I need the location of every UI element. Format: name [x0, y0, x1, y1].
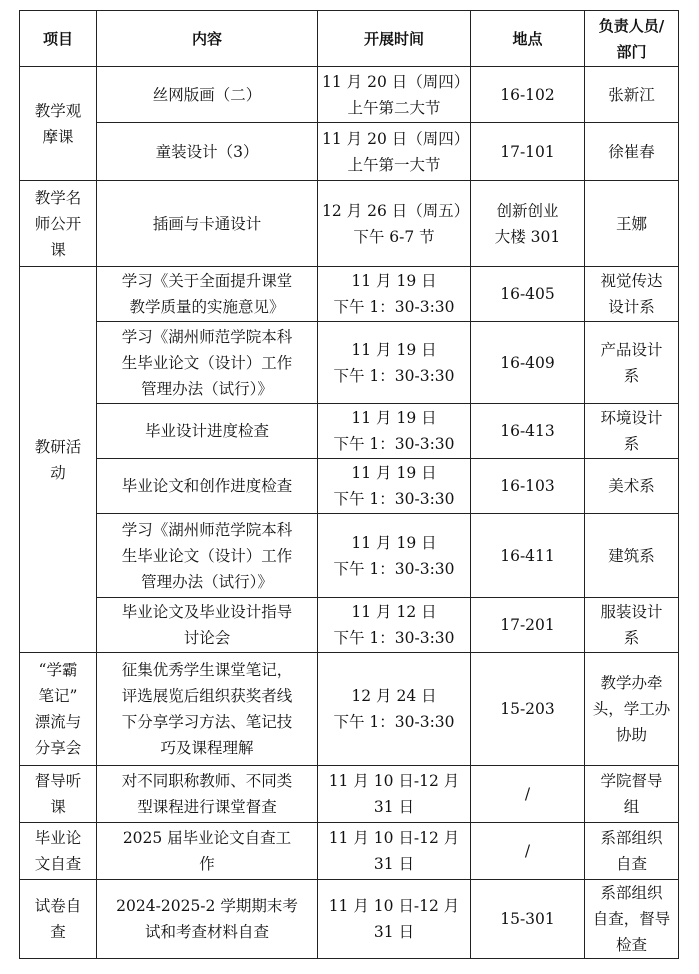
time-cell-line: 11 月 19 日 [351, 533, 437, 552]
time-cell-line: 12 月 26 日（周五） [322, 201, 470, 220]
place-cell [471, 598, 585, 653]
header-time: 开展时间 [318, 11, 471, 67]
place-cell-line: 16-413 [500, 422, 555, 440]
header-place: 地点 [471, 11, 585, 67]
time-cell-line: 31 日 [373, 798, 415, 816]
content-cell-line: 教学质量的实施意见》 [129, 298, 285, 316]
project-cell-line: 漂流与 [34, 713, 82, 731]
place-cell-line: 16-411 [500, 546, 555, 565]
owner-cell-line: 系 [623, 435, 640, 453]
time-cell-line: 12 月 24 日 [351, 687, 437, 705]
content-cell-line: 学习《关于全面提升课堂 [121, 272, 293, 290]
table-row [20, 181, 679, 267]
project-cell-line: 课 [50, 240, 66, 259]
table-row [20, 514, 679, 598]
project-cell [20, 653, 97, 766]
content-cell-line: 丝网版画（二） [152, 85, 262, 104]
project-cell [20, 823, 97, 880]
time-cell [318, 404, 471, 459]
place-cell-line: 16-103 [500, 477, 555, 495]
content-cell-line: 插画与卡通设计 [152, 214, 262, 233]
time-cell-line: 31 日 [373, 855, 415, 873]
project-cell-line: 笔记” [38, 687, 78, 705]
content-cell-line: 征集优秀学生课堂笔记， [121, 661, 293, 679]
table-row [20, 598, 679, 653]
owner-cell-line: 王娜 [615, 214, 647, 233]
table-row [20, 653, 679, 766]
owner-cell-line: 教学办牵 [600, 674, 663, 692]
content-cell-line: 对不同职称教师、不同类 [121, 772, 293, 790]
content-cell-line: 下分享学习方法、笔记技 [121, 713, 293, 731]
table-row [20, 67, 679, 123]
owner-cell-line: 协助 [615, 726, 647, 744]
place-cell [471, 459, 585, 514]
content-cell-line: 巧及课程理解 [160, 739, 254, 757]
place-cell [471, 181, 585, 267]
owner-cell [585, 181, 679, 267]
content-cell [97, 823, 318, 880]
content-cell-line: 评选展览后组织获奖者线 [121, 687, 293, 705]
project-cell [20, 766, 97, 823]
content-cell-line: 管理办法（试行）》 [141, 572, 273, 591]
time-cell-line: 下午 1：30-3:30 [333, 366, 455, 385]
owner-cell [585, 598, 679, 653]
owner-cell [585, 823, 679, 880]
time-cell-line: 11 月 19 日 [351, 340, 437, 359]
owner-cell [585, 123, 679, 181]
place-cell [471, 267, 585, 322]
project-cell-line: 师公开 [34, 214, 82, 233]
schedule-table [19, 10, 679, 959]
content-cell-line: 讨论会 [183, 629, 231, 647]
place-cell [471, 67, 585, 123]
place-cell [471, 653, 585, 766]
time-cell [318, 67, 471, 123]
owner-cell-line: 徐崔春 [608, 142, 655, 161]
content-cell-line: 2024-2025-2 学期期末考 [116, 897, 298, 915]
owner-cell-line: 组 [623, 798, 640, 816]
owner-cell-line: 产品设计 [600, 340, 663, 359]
owner-cell-line: 系 [623, 366, 640, 385]
time-cell-line: 11 月 10 日-12 月 [328, 772, 460, 790]
owner-cell [585, 653, 679, 766]
table-row [20, 123, 679, 181]
place-cell [471, 123, 585, 181]
header-row [20, 11, 679, 67]
owner-cell-line: 美术系 [608, 477, 655, 495]
project-cell [20, 181, 97, 267]
owner-cell-line: 头，学工办 [592, 700, 671, 718]
owner-cell [585, 404, 679, 459]
time-cell-line: 31 日 [373, 923, 415, 941]
time-cell-line: 11 月 12 日 [351, 603, 437, 621]
place-cell-line: 15-301 [500, 910, 555, 928]
place-cell-line: 17-101 [500, 142, 555, 161]
content-cell-line: 学习《湖州师范学院本科 [121, 327, 293, 346]
owner-cell-line: 系部组织 [600, 829, 663, 847]
project-cell [20, 880, 97, 959]
owner-cell-line: 学院督导 [600, 772, 663, 790]
owner-cell-line: 设计系 [608, 298, 655, 316]
place-cell-line: 16-102 [500, 85, 555, 104]
project-cell-line: 教学名 [34, 188, 82, 207]
owner-cell [585, 459, 679, 514]
content-cell [97, 459, 318, 514]
table-row [20, 322, 679, 404]
project-cell-line: 动 [50, 463, 66, 482]
project-cell-line: 分享会 [34, 739, 82, 757]
content-cell [97, 322, 318, 404]
owner-cell-line: 张新江 [608, 85, 655, 104]
time-cell-line: 11 月 20 日（周四） [322, 72, 470, 91]
content-cell-line: 生毕业论文（设计）工作 [121, 546, 293, 565]
time-cell-line: 下午 6-7 节 [353, 227, 435, 246]
owner-cell [585, 322, 679, 404]
table-row [20, 823, 679, 880]
owner-cell [585, 514, 679, 598]
place-cell [471, 880, 585, 959]
content-cell [97, 514, 318, 598]
place-cell-line: 17-201 [500, 616, 555, 634]
time-cell [318, 766, 471, 823]
time-cell [318, 459, 471, 514]
project-cell-line: “学霸 [38, 661, 78, 679]
time-cell [318, 322, 471, 404]
time-cell-line: 11 月 19 日 [351, 272, 437, 290]
table-row [20, 267, 679, 322]
owner-cell-line: 自查，督导 [592, 910, 671, 928]
time-cell [318, 823, 471, 880]
header-project: 项目 [20, 11, 97, 67]
owner-cell-line: 系部组织 [600, 884, 663, 902]
content-cell-line: 毕业论文和创作进度检查 [121, 477, 293, 495]
place-cell-line: / [524, 842, 531, 860]
content-cell [97, 653, 318, 766]
header-owner-line1: 负责人员/ [598, 16, 665, 35]
content-cell-line: 管理办法（试行）》 [141, 379, 273, 398]
header-content: 内容 [97, 11, 318, 67]
owner-cell-line: 检查 [615, 936, 647, 954]
time-cell-line: 下午 1：30-3:30 [333, 298, 455, 316]
owner-cell [585, 766, 679, 823]
table-row [20, 404, 679, 459]
time-cell [318, 653, 471, 766]
time-cell [318, 880, 471, 959]
project-cell-line: 试卷自 [34, 897, 82, 915]
owner-cell-line: 环境设计 [600, 409, 663, 427]
place-cell-line: 大楼 301 [494, 227, 561, 246]
content-cell [97, 598, 318, 653]
content-cell-line: 作 [199, 855, 215, 873]
content-cell [97, 181, 318, 267]
content-cell [97, 123, 318, 181]
time-cell-line: 11 月 19 日 [351, 464, 437, 482]
project-cell-line: 文自查 [34, 855, 82, 873]
time-cell-line: 下午 1：30-3:30 [333, 713, 455, 731]
table-body [20, 67, 679, 959]
time-cell-line: 下午 1：30-3:30 [333, 490, 455, 508]
time-cell [318, 267, 471, 322]
project-cell-line: 督导听 [34, 772, 82, 790]
time-cell-line: 上午第一大节 [347, 155, 441, 174]
content-cell-line: 毕业设计进度检查 [144, 422, 269, 440]
place-cell [471, 404, 585, 459]
content-cell-line: 毕业论文及毕业设计指导 [121, 603, 293, 621]
content-cell [97, 267, 318, 322]
header-owner-line2: 部门 [616, 42, 647, 61]
content-cell [97, 404, 318, 459]
place-cell-line: 16-405 [500, 285, 555, 303]
project-cell-line: 查 [50, 923, 66, 941]
time-cell-line: 下午 1：30-3:30 [333, 559, 455, 578]
owner-cell-line: 建筑系 [608, 546, 655, 565]
header-owner [585, 11, 679, 67]
content-cell-line: 学习《湖州师范学院本科 [121, 520, 293, 539]
time-cell [318, 123, 471, 181]
table-row [20, 880, 679, 959]
project-cell-line: 摩课 [42, 127, 74, 146]
place-cell [471, 766, 585, 823]
owner-cell [585, 267, 679, 322]
content-cell [97, 67, 318, 123]
time-cell [318, 514, 471, 598]
content-cell [97, 766, 318, 823]
project-cell-line: 课 [50, 798, 66, 816]
owner-cell [585, 880, 679, 959]
project-cell-line: 教研活 [34, 437, 82, 456]
time-cell-line: 11 月 19 日 [351, 409, 437, 427]
time-cell-line: 下午 1：30-3:30 [333, 435, 455, 453]
content-cell [97, 880, 318, 959]
time-cell-line: 11 月 10 日-12 月 [328, 897, 460, 915]
time-cell-line: 11 月 10 日-12 月 [328, 829, 460, 847]
table-row [20, 459, 679, 514]
content-cell-line: 2025 届毕业论文自查工 [122, 829, 292, 847]
project-cell-line: 教学观 [34, 101, 82, 120]
owner-cell-line: 系 [623, 629, 640, 647]
project-cell [20, 267, 97, 653]
time-cell-line: 11 月 20 日（周四） [322, 129, 470, 148]
table-row [20, 766, 679, 823]
place-cell-line: / [524, 785, 531, 803]
place-cell-line: 创新创业 [496, 201, 559, 220]
content-cell-line: 生毕业论文（设计）工作 [121, 353, 293, 372]
owner-cell-line: 视觉传达 [600, 272, 663, 290]
project-cell-line: 毕业论 [34, 829, 82, 847]
project-cell [20, 67, 97, 181]
place-cell [471, 823, 585, 880]
content-cell-line: 试和考查材料自查 [144, 923, 269, 941]
owner-cell-line: 自查 [615, 855, 647, 873]
time-cell [318, 598, 471, 653]
content-cell-line: 型课程进行课堂督查 [137, 798, 277, 816]
owner-cell-line: 服装设计 [600, 603, 663, 621]
time-cell [318, 181, 471, 267]
place-cell [471, 514, 585, 598]
place-cell-line: 15-203 [500, 700, 555, 718]
place-cell-line: 16-409 [500, 353, 555, 372]
owner-cell [585, 67, 679, 123]
time-cell-line: 下午 1：30-3:30 [333, 629, 455, 647]
place-cell [471, 322, 585, 404]
time-cell-line: 上午第二大节 [347, 98, 441, 117]
content-cell-line: 童装设计（3） [155, 142, 259, 161]
